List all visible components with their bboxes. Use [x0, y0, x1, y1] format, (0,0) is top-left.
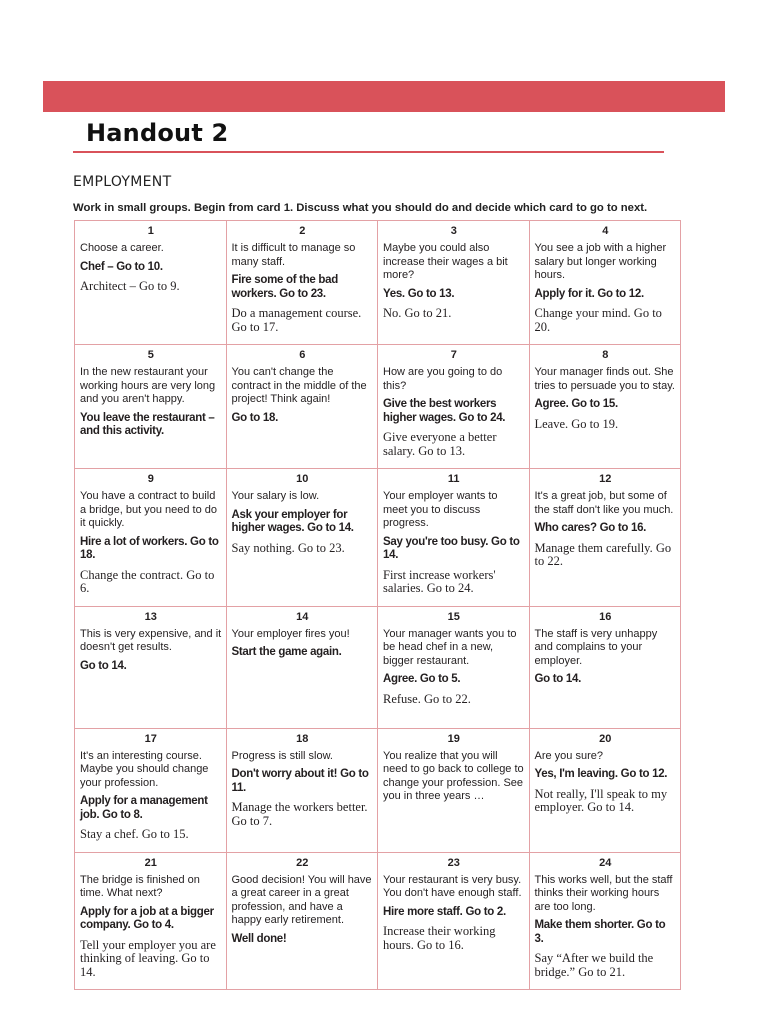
title-divider [73, 151, 664, 153]
card-option-a: Ask your employer for higher wages. Go to 14. [231, 508, 354, 534]
instructions: Work in small groups. Begin from card 1. Discuss what you should do and decide which card to go to next. [73, 202, 648, 214]
card-prompt: It's a great job, but some of the staff don't like you much. [534, 490, 674, 516]
card-option-a: Yes. Go to 13. [383, 287, 455, 300]
card-option-a: Fire some of the bad workers. Go to 23. [231, 274, 338, 300]
card-5 [75, 345, 227, 469]
card-option-b: Refuse. Go to 22. [383, 691, 471, 706]
card-number: 24 [599, 856, 612, 869]
card-prompt: Your employer wants to meet you to discuss progress. [383, 490, 498, 529]
card-11 [378, 469, 530, 607]
card-number: 10 [296, 473, 309, 485]
card-prompt: Are you sure? [534, 749, 603, 762]
card-6 [226, 345, 378, 469]
card-number: 22 [296, 856, 309, 869]
card-row [75, 345, 681, 469]
card-number: 14 [296, 610, 309, 623]
card-prompt: In the new restaurant your working hours are very long and you aren't happy. [80, 366, 216, 405]
card-22 [226, 852, 378, 990]
card-option-b: Give everyone a better salary. Go to 13. [383, 430, 497, 458]
card-option-a: Make them shorter. Go to 3. [534, 919, 666, 945]
card-option-b: Not really, I'll speak to my employer. Go to 14. [534, 786, 668, 814]
card-option-a: Apply for it. Go to 12. [534, 287, 644, 300]
card-prompt: Your restaurant is very busy. You don't have enough staff. [383, 873, 522, 899]
card-prompt: You see a job with a higher salary but longer working hours. [534, 242, 667, 281]
card-option-b: Change the contract. Go to 6. [80, 567, 215, 595]
card-number: 2 [299, 225, 306, 237]
card-number: 18 [296, 732, 309, 745]
card-option-b: Manage the workers better. Go to 7. [231, 800, 368, 828]
card-9 [75, 469, 227, 607]
card-option-a: Who cares? Go to 16. [534, 522, 647, 534]
card-option-b: Stay a chef. Go to 15. [80, 827, 189, 841]
card-option-a: Hire more staff. Go to 2. [383, 905, 506, 918]
card-prompt: Your employer fires you! [231, 627, 350, 640]
card-option-b: Leave. Go to 19. [534, 416, 619, 431]
card-number: 16 [599, 610, 612, 623]
card-number: 21 [144, 856, 157, 869]
card-option-a: Agree. Go to 5. [383, 673, 461, 685]
card-option-a: Apply for a management job. Go to 8. [80, 795, 208, 821]
card-12 [529, 469, 681, 607]
card-option-a: Yes, I'm leaving. Go to 12. [534, 768, 668, 780]
card-option-b: Change your mind. Go to 20. [534, 306, 662, 334]
card-prompt: Your salary is low. [231, 490, 320, 502]
card-option-a: Hire a lot of workers. Go to 18. [80, 535, 219, 561]
card-option-a: Go to 18. [231, 411, 279, 424]
card-prompt: Your manager wants you to be head chef in a new, bigger restaurant. [383, 627, 517, 667]
card-option-a: Chef – Go to 10. [80, 260, 163, 273]
card-row [75, 852, 681, 990]
card-number: 13 [144, 610, 157, 623]
card-prompt: This is very expensive, and it doesn't get results. [80, 627, 222, 653]
card-row [75, 221, 681, 345]
card-prompt: Maybe you could also increase their wages a bit more? [383, 242, 508, 281]
card-option-a: Go to 14. [534, 673, 582, 685]
card-prompt: You can't change the contract in the middle of the project! Think again! [231, 366, 367, 405]
card-prompt: The staff is very unhappy and complains to your employer. [534, 627, 658, 667]
card-1 [75, 221, 227, 345]
card-prompt: You have a contract to build a bridge, but you need to do it quickly. [80, 490, 217, 529]
card-option-b: Say “After we build the bridge.” Go to 21. [534, 951, 654, 979]
card-19 [378, 728, 530, 852]
card-option-a: Say you're too busy. Go to 14. [383, 535, 520, 561]
card-option-a: Go to 14. [80, 659, 127, 672]
card-prompt: Progress is still slow. [231, 749, 333, 762]
card-number: 20 [599, 732, 612, 745]
card-17 [75, 728, 227, 852]
card-option-a: Give the best workers higher wages. Go to 24. [383, 398, 506, 424]
card-prompt: How are you going to do this? [383, 366, 503, 392]
card-option-b: Architect – Go to 9. [80, 279, 180, 293]
card-number: 1 [147, 225, 154, 237]
card-option-a: Don't worry about it! Go to 11. [231, 768, 369, 794]
card-15 [378, 606, 530, 728]
card-row [75, 469, 681, 607]
card-prompt: This works well, but the staff thinks their working hours are too long. [534, 873, 673, 913]
card-number: 15 [447, 610, 460, 623]
card-3 [378, 221, 530, 345]
card-number: 6 [299, 349, 306, 361]
card-13 [75, 606, 227, 728]
card-row [75, 728, 681, 852]
card-18 [226, 728, 378, 852]
card-option-b: No. Go to 21. [383, 306, 452, 320]
card-prompt: Your manager finds out. She tries to persuade you to stay. [534, 366, 675, 392]
card-option-b: Tell your employer you are thinking of leaving. Go to 14. [80, 937, 216, 979]
card-8 [529, 345, 681, 469]
card-option-b: First increase workers' salaries. Go to 24. [383, 567, 496, 595]
card-option-b: Increase their working hours. Go to 16. [383, 924, 496, 952]
card-number: 19 [447, 732, 460, 745]
card-prompt: It's an interesting course. Maybe you should change your profession. [80, 749, 209, 789]
card-4 [529, 221, 681, 345]
card-number: 7 [450, 349, 457, 361]
card-10 [226, 469, 378, 607]
card-number: 9 [147, 473, 154, 485]
card-16 [529, 606, 681, 728]
card-prompt: You realize that you will need to go back to college to change your profession. See you in three years … [383, 749, 524, 802]
card-24 [529, 852, 681, 990]
card-option-a: Start the game again. [231, 646, 342, 658]
card-number: 23 [447, 856, 460, 869]
card-option-a: Apply for a job at a bigger company. Go to 4. [80, 905, 214, 931]
card-2 [226, 221, 378, 345]
card-23 [378, 852, 530, 990]
card-number: 4 [602, 225, 609, 237]
card-prompt: The bridge is finished on time. What next? [80, 873, 200, 899]
card-number: 5 [147, 349, 154, 361]
card-number: 12 [599, 473, 612, 485]
card-number: 17 [144, 732, 157, 745]
card-prompt: Good decision! You will have a great career in a great profession, and have a happy early retirement. [231, 873, 372, 926]
card-number: 11 [447, 473, 460, 485]
card-20 [529, 728, 681, 852]
card-number: 3 [450, 225, 457, 237]
card-7 [378, 345, 530, 469]
card-prompt: It is difficult to manage so many staff. [231, 242, 356, 268]
card-option-a: Agree. Go to 15. [534, 398, 618, 410]
cards-table [74, 220, 681, 990]
header-band [43, 81, 725, 112]
card-21 [75, 852, 227, 990]
card-option-a: Well done! [231, 932, 287, 945]
card-prompt: Choose a career. [80, 242, 164, 254]
card-option-b: Do a management course. Go to 17. [231, 306, 362, 334]
card-row [75, 606, 681, 728]
card-14 [226, 606, 378, 728]
page-title: Handout 2 [86, 119, 229, 147]
card-number: 8 [602, 349, 609, 361]
card-option-b: Manage them carefully. Go to 22. [534, 540, 672, 568]
section-heading: EMPLOYMENT [73, 174, 172, 190]
card-option-b: Say nothing. Go to 23. [231, 540, 345, 555]
card-option-a: You leave the restaurant – and this activity. [80, 411, 215, 437]
